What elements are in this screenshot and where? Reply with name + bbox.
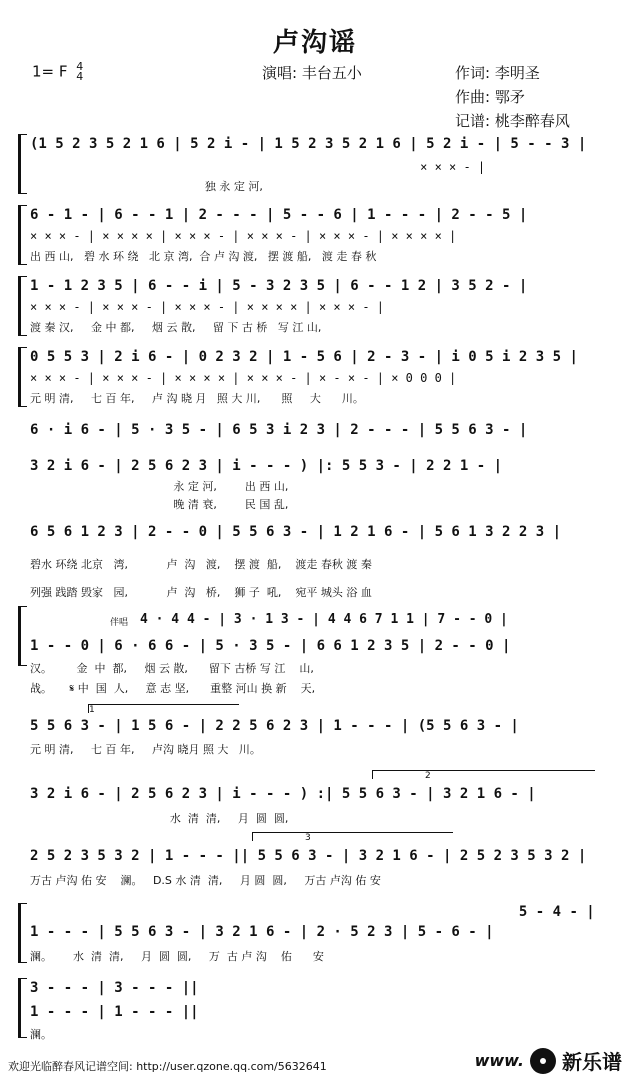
lyricist-label: 作词: bbox=[455, 64, 491, 82]
percussion-line-2: × × × - | × × × × | × × × - | × × × - | × × × - | × × × × | bbox=[30, 229, 457, 243]
score-line-1: (1 5 2 3 5 2 1 6 | 5 2 i - | 1 5 2 3 5 2 1 6 | 5 2 i - | 5 - - 3 | bbox=[30, 136, 587, 152]
lyric-line-6a: 永 定 河, 出 西 山, bbox=[30, 480, 289, 493]
lyric-line-10: 水 清 清, 月 圆 圆, bbox=[30, 812, 289, 825]
singer-label: 演唱: bbox=[262, 64, 298, 82]
lyric-line-8b: 战。 𝄋 中 国 人, 意 志 坚, 重整 河山 换 新 天, bbox=[30, 682, 316, 695]
score-line-6: 3 2 i 6 - | 2 5 6 2 3 | i - - - ) |: 5 5 3 - | 2 2 1 - | bbox=[30, 458, 503, 474]
key-label: 1= F bbox=[32, 62, 68, 81]
record-disc-icon bbox=[530, 1048, 556, 1074]
lyricist-credit bbox=[455, 62, 540, 83]
lyric-line-7b: 列强 践踏 毁家 园, 卢 沟 桥, 狮 子 吼, 宛平 城头 浴 血 bbox=[30, 586, 372, 599]
time-bottom: 4 bbox=[76, 70, 84, 83]
time-signature bbox=[76, 62, 83, 82]
site-logo bbox=[475, 1046, 622, 1075]
score-line-3: 1 - 1 2 3 5 | 6 - - i | 5 - 3 2 3 5 | 6 - - 1 2 | 3 5 2 - | bbox=[30, 278, 528, 294]
accompaniment-label: 伴唱 bbox=[110, 618, 129, 628]
lyric-line-8a: 汉。 金 中 都, 烟 云 散, 留下 古桥 写 江 山, bbox=[30, 662, 314, 675]
transcriber-credit bbox=[455, 110, 570, 131]
lyric-line-2: 出 西 山, 碧 水 环 绕 北 京 湾, 合 卢 沟 渡, 摆 渡 船, 渡 走 春 秋 bbox=[30, 250, 377, 263]
lyric-line-11: 万古 卢沟 佑 安 澜。 D.S 水 清 清, 月 圆 圆, 万古 卢沟 佑 安 bbox=[30, 874, 381, 887]
lyricist: 李明圣 bbox=[494, 64, 540, 82]
lyric-line-12: 澜。 水 清 清, 月 圆 圆, 万 古 卢 沟 佑 安 bbox=[30, 950, 324, 963]
system-bracket bbox=[18, 205, 27, 265]
composer: 鄂矛 bbox=[494, 88, 525, 106]
percussion-line-4: × × × - | × × × - | × × × × | × × × - | × - × - | × 0 0 0 | bbox=[30, 371, 457, 385]
time-top: 4 bbox=[76, 60, 84, 73]
composer-credit bbox=[455, 86, 525, 107]
lyric-line-4: 元 明 清, 七 百 年, 卢 沟 晓 月 照 大 川, 照 大 川。 bbox=[30, 392, 364, 405]
score-line-10: 3 2 i 6 - | 2 5 6 2 3 | i - - - ) :| 5 5 6 3 - | 3 2 1 6 - | bbox=[30, 786, 536, 802]
percussion-line-1: × × × - | bbox=[30, 160, 486, 174]
lyric-line-13: 澜。 bbox=[30, 1028, 52, 1041]
score-line-11: 2 5 2 3 5 3 2 | 1 - - - || 5 5 6 3 - | 3 2 1 6 - | 2 5 2 3 5 3 2 | bbox=[30, 848, 587, 864]
singer-credit bbox=[262, 62, 362, 83]
footer-text: 欢迎光临醉春风记谱空间: http://user.qzone.qq.com/5632641 bbox=[8, 1060, 327, 1073]
score-line-9: 5 5 6 3 - | 1 5 6 - | 2 2 5 6 2 3 | 1 - - - | (5 5 6 3 - | bbox=[30, 718, 519, 734]
composer-label: 作曲: bbox=[455, 88, 491, 106]
singer: 丰台五小 bbox=[301, 64, 362, 82]
system-bracket bbox=[18, 606, 27, 666]
lyric-line-9: 元 明 清, 七 百 年, 卢沟 晓月 照 大 川。 bbox=[30, 743, 261, 756]
score-line-8: 1 - - 0 | 6 · 6 6 - | 5 · 3 5 - | 6 6 1 2 3 5 | 2 - - 0 | bbox=[30, 638, 511, 654]
system-bracket bbox=[18, 134, 27, 194]
score-line-12: 1 - - - | 5 5 6 3 - | 3 2 1 6 - | 2 · 5 2 3 | 5 - 6 - | bbox=[30, 924, 494, 940]
system-bracket bbox=[18, 347, 27, 407]
score-line-13: 1 - - - | 1 - - - || bbox=[30, 1004, 199, 1020]
key-signature bbox=[32, 62, 83, 82]
logo-www: www. bbox=[474, 1051, 524, 1070]
lyric-line-6b: 晚 清 衰, 民 国 乱, bbox=[30, 498, 289, 511]
score-line-7: 6 5 6 1 2 3 | 2 - - 0 | 5 5 6 3 - | 1 2 1 6 - | 5 6 1 3 2 2 3 | bbox=[30, 524, 562, 540]
volta-bracket-1: 1 bbox=[88, 704, 239, 713]
system-bracket bbox=[18, 276, 27, 336]
percussion-line-3: × × × - | × × × - | × × × - | × × × × | × × × - | bbox=[30, 300, 385, 314]
lyric-line-7a: 碧水 环绕 北京 湾, 卢 沟 渡, 摆 渡 船, 渡走 春秋 渡 秦 bbox=[30, 558, 372, 571]
transcriber: 桃李醉春风 bbox=[494, 112, 570, 130]
score-upper-line-13: 3 - - - | 3 - - - || bbox=[30, 980, 199, 996]
score-line-2: 6 - 1 - | 6 - - 1 | 2 - - - | 5 - - 6 | 1 - - - | 2 - - 5 | bbox=[30, 207, 528, 223]
score-line-4: 0 5 5 3 | 2 i 6 - | 0 2 3 2 | 1 - 5 6 | 2 - 3 - | i 0 5 i 2 3 5 | bbox=[30, 349, 578, 365]
system-bracket bbox=[18, 903, 27, 963]
logo-brand: 新乐谱 bbox=[562, 1050, 622, 1074]
accompaniment-line: 4 · 4 4 - | 3 · 1 3 - | 4 4 6 7 1 1 | 7 - - 0 | bbox=[140, 612, 508, 627]
lyric-line-1: 独 永 定 河, bbox=[30, 180, 263, 193]
transcriber-label: 记谱: bbox=[455, 112, 491, 130]
volta-bracket-2: 2 bbox=[372, 770, 595, 779]
score-upper-line-12: 5 - 4 - | bbox=[30, 904, 595, 920]
page-title: 卢沟谣 bbox=[272, 28, 357, 58]
score-line-5: 6 · i 6 - | 5 · 3 5 - | 6 5 3 i 2 3 | 2 - - - | 5 5 6 3 - | bbox=[30, 422, 528, 438]
volta-bracket-3: 3 bbox=[252, 832, 453, 841]
system-bracket bbox=[18, 978, 27, 1038]
lyric-line-3: 渡 秦 汉, 金 中 都, 烟 云 散, 留 下 古 桥 写 江 山, bbox=[30, 321, 322, 334]
